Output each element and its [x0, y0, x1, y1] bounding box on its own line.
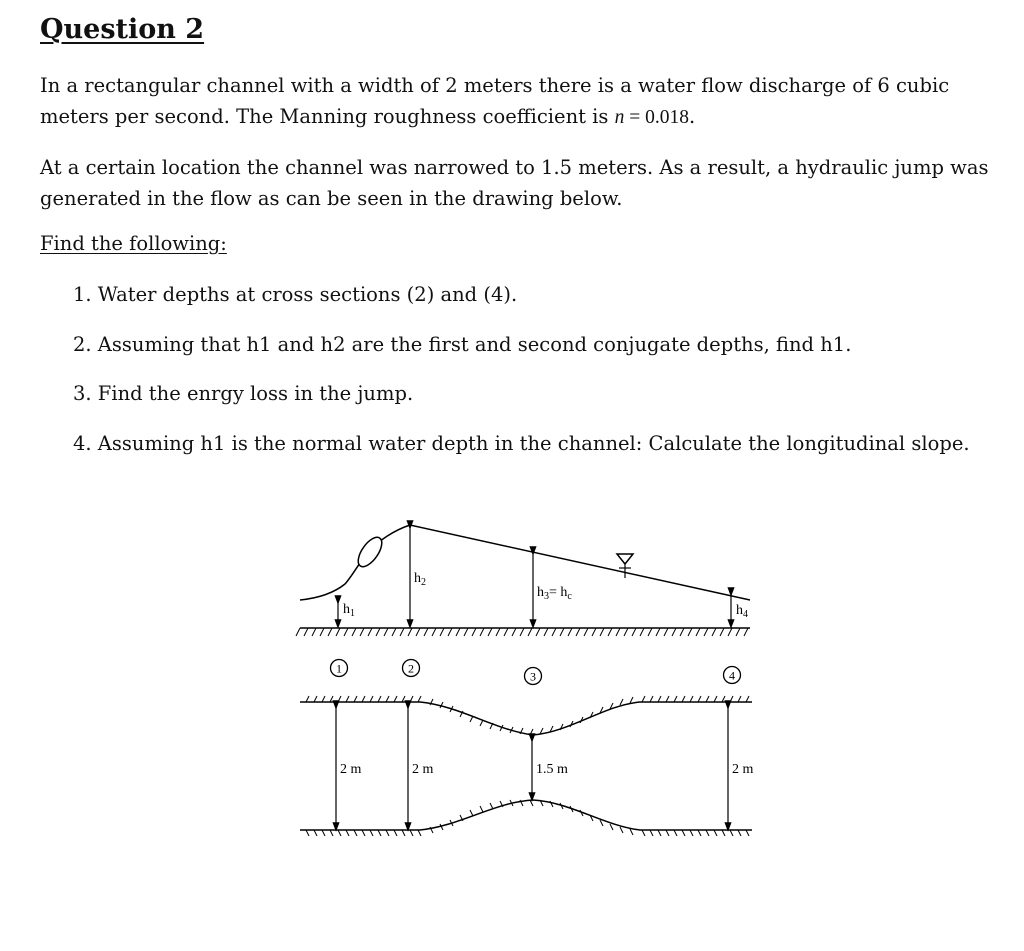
- water-level-symbol: [617, 554, 633, 564]
- h1-label: $h_1$: [343, 602, 355, 619]
- paragraph1-line2: meters per second. The Manning roughness coefficient is: [40, 105, 609, 128]
- paragraph1-line1: In a rectangular channel with a width of 2 meters there is a water flow discharge of 6 cubic: [40, 74, 950, 97]
- section-3-number: 3: [530, 669, 536, 684]
- paragraph-narrowing: [40, 152, 988, 214]
- task-item-3: 3. Find the enrgy loss in the jump.: [73, 382, 414, 405]
- jump-roller: [354, 533, 387, 570]
- hydraulic-jump-figure: [290, 518, 770, 853]
- task-item-2: 2. Assuming that h1 and h2 are the first and second conjugate depths, find h1.: [73, 333, 852, 356]
- profile-bed-hatch: [296, 628, 748, 636]
- find-heading: Find the following:: [40, 232, 227, 255]
- section-markers: [331, 660, 741, 685]
- section-4-number: 4: [729, 668, 735, 683]
- task-item-4: 4. Assuming h1 is the normal water depth in the channel: Calculate the longitudinal slope.: [73, 432, 970, 455]
- plan-top-bank: [300, 702, 752, 735]
- manning-n-value: 0.018: [645, 107, 689, 128]
- manning-n-symbol: n: [614, 107, 625, 128]
- width-3-label: 1.5 m: [536, 762, 568, 777]
- paragraph2-line2: generated in the flow as can be seen in the drawing below.: [40, 187, 623, 210]
- width-2-label: 2 m: [412, 762, 434, 777]
- task-item-1: 1. Water depths at cross sections (2) and (4).: [73, 283, 518, 306]
- width-1-label: 2 m: [340, 762, 362, 777]
- h3-hc-label: $h_3= h_c$: [537, 585, 572, 602]
- period: .: [689, 105, 696, 128]
- longitudinal-profile: [296, 525, 750, 636]
- plan-view: [300, 696, 754, 836]
- paragraph-discharge: In a rectangular channel with a width of 2 meters there is a water flow discharge of 6 cubic meters per second. The Manning roughness coefficient is n = 0.018.: [40, 74, 950, 128]
- section-1-number: 1: [336, 661, 342, 676]
- plan-bottom-bank: [300, 800, 752, 830]
- width-4-label: 2 m: [732, 762, 754, 777]
- h4-label: $h_4$: [736, 603, 748, 620]
- h2-label: $h_2$: [414, 571, 426, 588]
- section-2-number: 2: [408, 661, 414, 676]
- paragraph2-line1: At a certain location the channel was narrowed to 1.5 meters. As a result, a hydraulic jump was: [40, 156, 989, 179]
- question-title: Question 2: [40, 14, 205, 45]
